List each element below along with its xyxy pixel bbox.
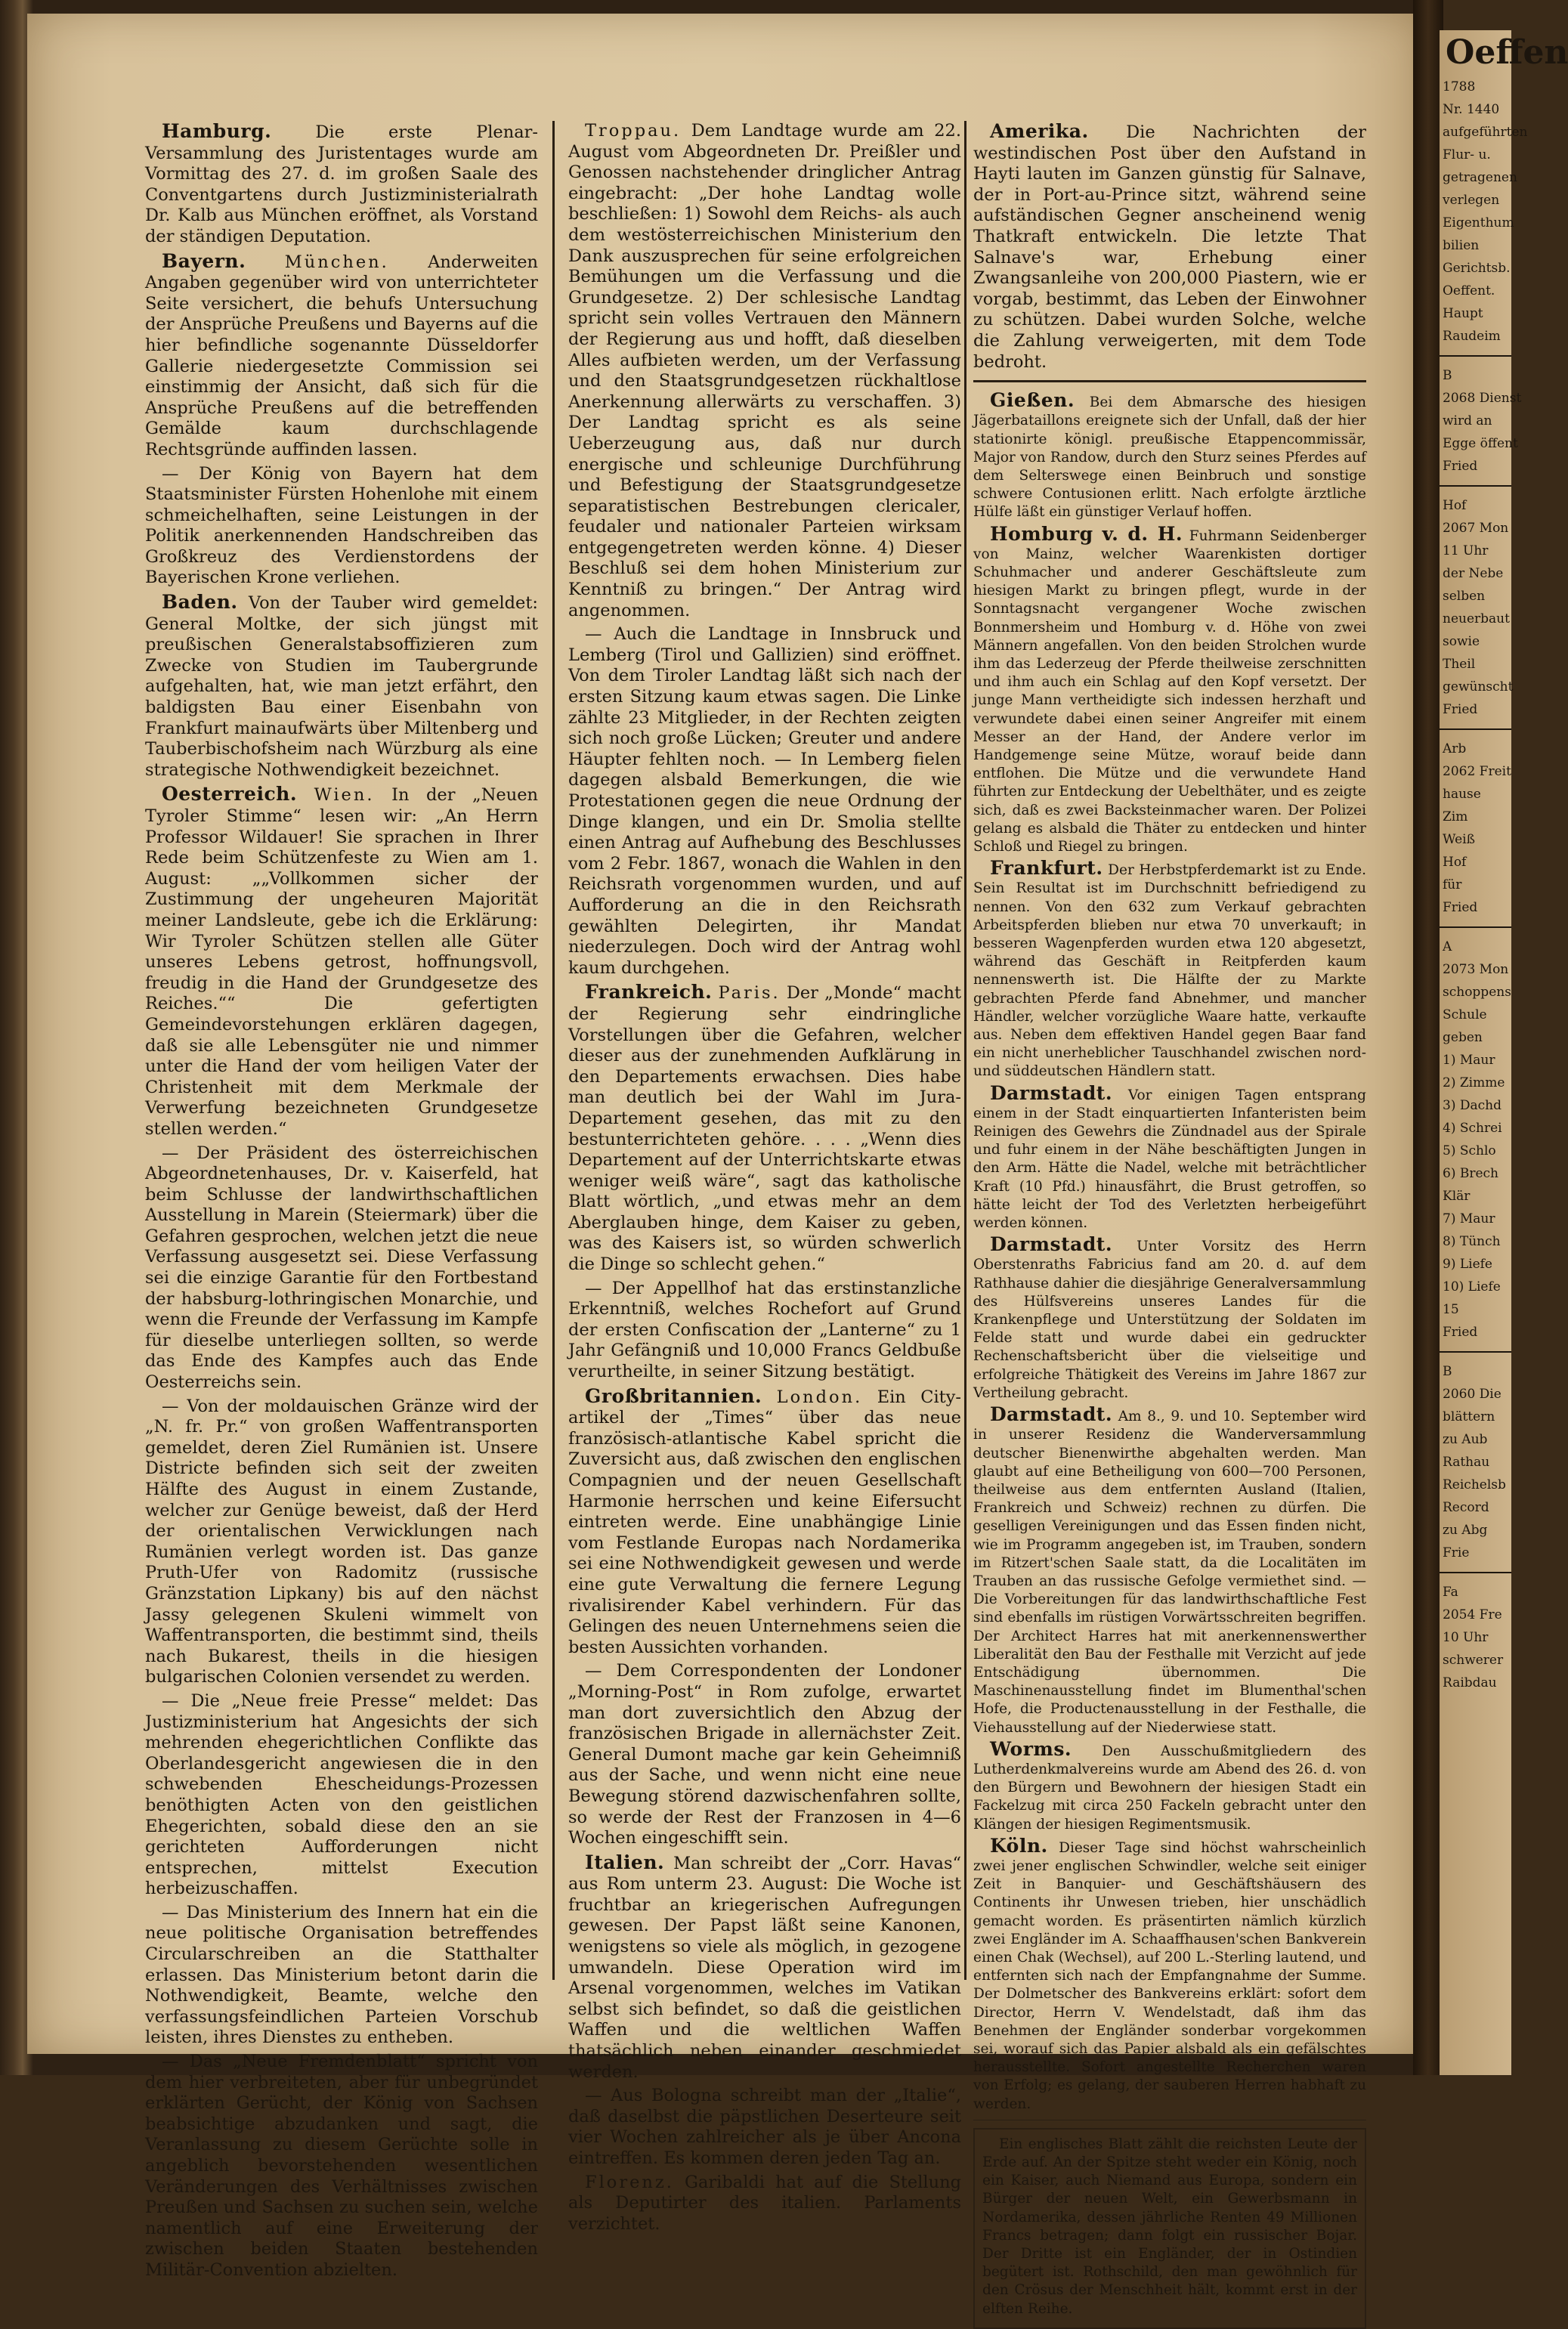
adjacent-divider bbox=[1440, 926, 1511, 928]
section-heading-homburg: Homburg v. d. H. bbox=[990, 522, 1183, 545]
adjacent-page-line: blättern bbox=[1443, 1409, 1495, 1424]
adjacent-divider bbox=[1440, 485, 1511, 487]
adjacent-page-block bbox=[1440, 1360, 1511, 1564]
section-divider bbox=[973, 380, 1366, 382]
article-bayern-2: — Der König von Bayern hat dem Staatsminister Fürsten Hohenlohe mit einem schmeichelhaften, seine Leistungen in der Politik anerkennenden Handschreiben das Großkreuz des Verdienstordens der Bayerischen Krone verliehen. bbox=[145, 463, 538, 588]
article-text: Fuhrmann Seidenberger von Mainz, welcher Waarenkisten dortiger Schuhmacher und anderer Geschäftsleute zum hiesigen Markt zu bringen pflegt, wurde in der Sonntagsnacht vergangener Woche zwischen Bonnmersheim und Homburg v. d. Höhe von zwei Männern angefallen. Von den beiden Strolchen wurde ihm das Lederzeug der Pferde theilweise zerschnitten und ihm auch ein Schlag auf den Kopf versetzt. Der junge Mann vertheidigte sich indessen herzhaft und verwundete dabei einen seiner Angreifer mit einem Messer an der Hand, der Andere verlor im Handgemenge seine Mütze, worauf beide dann entflohen. Die Mütze und die verwundete Hand führten zur Entdeckung der Uebelthäter, und es zeigte sich, daß es zwei Backsteinmacher waren. Der Polizei gelang es alsbald die Thäter zu entdecken und hinter Schloß und Riegel zu bringen. bbox=[973, 527, 1366, 855]
article-text: Dem Landtage wurde am 22. August vom Abgeordneten Dr. Preißler und Genossen nachstehender dringlicher Antrag eingebracht: „Der hohe Landtag wolle beschließen: 1) Sowohl dem Reichs- als auch dem westösterreichischen Ministerium den Dank auszusprechen für seine erfolgreichen Bemühungen um die Verfassung und die Grundgesetze. 2) Der schlesische Landtag spricht sein volles Vertrauen den Männern der Regierung aus und hofft, daß dieselben Alles aufbieten werden, um der Verfassung und den Staatsgrundgesetzen rückhaltlose Anerkennung allerwärts zu verschaffen. 3) Der Landtag spricht es als seine Ueberzeugung aus, daß nur durch energische und schleunige Durchführung und Befestigung der Staatsgrundgesetze separatistischen Bestrebungen clericaler, feudaler und nationaler Parteien wirksam entgegengetreten werden könne. 4) Dieser Beschluß sei dem hohen Ministerium zur Kenntniß zu bringen.“ Der Antrag wird angenommen. bbox=[568, 121, 961, 620]
dateline: Troppau. bbox=[585, 121, 682, 141]
adjacent-page-line: 2060 Die bbox=[1443, 1387, 1502, 1402]
adjacent-page-line: Schule bbox=[1443, 1007, 1487, 1022]
article-text: Garibaldi hat auf die Stellung als Deputirter des italien. Parlaments verzichtet. bbox=[568, 2172, 961, 2234]
adjacent-divider bbox=[1440, 728, 1511, 730]
article-worms bbox=[973, 1737, 1366, 1834]
adjacent-page-line: schwerer bbox=[1443, 1653, 1504, 1668]
adjacent-page-line: A bbox=[1443, 939, 1452, 954]
section-heading-grossbritannien: Großbritannien. bbox=[585, 1384, 762, 1407]
miscellany-box bbox=[973, 2128, 1366, 2329]
adjacent-page-line: 2073 Mon bbox=[1443, 962, 1509, 977]
adjacent-page-line: Raibdau bbox=[1443, 1675, 1497, 1690]
article-darmstadt-2 bbox=[973, 1233, 1366, 1403]
article-darmstadt-3 bbox=[973, 1403, 1366, 1737]
adjacent-page-line: B bbox=[1443, 1364, 1452, 1379]
adjacent-page-line: 8) Tünch bbox=[1443, 1234, 1501, 1249]
section-heading-frankreich: Frankreich. bbox=[585, 981, 713, 1004]
article-text: Der Herbstpferdemarkt ist zu Ende. Sein Resultat ist im Durchschnitt befriedigend zu nennen. Von den 632 zum Verkauf gebrachten Arbeitspferden blieben nur etwa 70 unverkauft; in besseren Wagenpferden wurden etwa 120 abgesetzt, während das Geschäft in Reitpferden kaum nennenswerth ist. Die Hälfte der zu Markte gebrachten Pferde fand Abnehmer, und mancher Händler, welcher vorzügliche Waare hatte, verkaufte aus. Neben dem effektiven Handel gegen Baar fand ein nicht unerheblicher Tauschhandel zwischen nord- und süddeutschen Händlern statt. bbox=[973, 862, 1366, 1080]
article-text: Man schreibt der „Corr. Havas“ aus Rom unterm 23. August: Die Woche ist fruchtbar an kriegerischen Aufregungen gewesen. Der Papst läßt seine Kanonen, wenigstens so viele als möglich, in gezogene umwandeln. Diese Operation wird im Arsenal vorgenommen, welches im Vatikan selbst sich befindet, so daß die geistlichen Waffen und die weltlichen Waffen thatsächlich neben einander geschmiedet werden. bbox=[568, 1853, 962, 2082]
article-frankfurt bbox=[973, 859, 1366, 1081]
adjacent-page-line: bilien bbox=[1443, 238, 1480, 253]
adjacent-page-line: Raudeim bbox=[1443, 329, 1501, 344]
adjacent-page-line: Eigenthum bbox=[1443, 215, 1514, 230]
adjacent-page-line: aufgeführten bbox=[1443, 125, 1528, 140]
article-miscellany: Ein englisches Blatt zählt die reichsten Leute der Erde auf. An der Spitze steht weder ein König, noch ein Kaiser, auch Niemand aus Europa, sondern ein Bürger der neuen Welt, ein Gewerbsmann in Nordamerika, dessen jährliche Renten 49 Millionen Francs betragen; dann folgt ein russischer Bojar. Der Dritte ist ein Engländer, der in Ostindien begütert ist. Rothschild, den man gewöhnlich für den Crösus der Menschheit hält, kommt erst in der elften Reihe. bbox=[982, 2136, 1357, 2317]
adjacent-page-line: 15 bbox=[1443, 1302, 1459, 1317]
article-italien-2: — Aus Bologna schreibt man der „Italie“, daß daselbst die päpstlichen Deserteure seit vier Wochen zahlreicher als je über Ancona eintreffen. Es kommen deren jeden Tag an. bbox=[568, 2086, 961, 2168]
article-grossbritannien bbox=[568, 1386, 961, 1659]
adjacent-page-line: 11 Uhr bbox=[1443, 543, 1489, 558]
section-heading-oesterreich: Oesterreich. bbox=[162, 783, 298, 806]
article-text: Am 8., 9. und 10. September wird in unserer Residenz die Wanderversammlung deutscher Bienenwirthe abgehalten werden. Man glaubt auf eine Betheiligung von 600—700 Personen, theilweise aus dem entfernten Ausland (Italien, Frankreich und Schweiz) rechnen zu dürfen. Die geselligen Vereinigungen und das Essen finden nicht, wie im Programm angegeben ist, im Trauben, sondern im Ritzert'schen Saale statt, da die Localitäten im Trauben an das russische Gefolge vermiethet sind. — Die Vorbereitungen für das landwirthschaftliche Fest sind ebenfalls im rüstigen Vorwärtsschreiten begriffen. Der Architect Harres hat mit anerkennenswerther Liberalität den Bau der Festhalle mit Verzicht auf jede Entschädigung übernommen. Die Maschinenausstellung findet im Blumenthal'schen Hofe, die Productenausstellung in der Festhalle, die Viehausstellung auf der Niederwiese statt. bbox=[973, 1409, 1366, 1736]
adjacent-page-line: Weiß bbox=[1443, 832, 1475, 847]
adjacent-page-line: neuerbaut bbox=[1443, 611, 1510, 626]
article-darmstadt-1 bbox=[973, 1081, 1366, 1233]
adjacent-page-block bbox=[1440, 364, 1522, 478]
article-text: Anderweiten Angaben gegenüber wird von unterrichteter Seite versichert, die behufs Untersuchung der Ansprüche Preußens und Bayerns auf die hier befindliche sogenannte Düsseldorfer Gallerie niedergesetzte Commission sei einstimmig der Ansicht, daß sich für die Ansprüche Preußens auf die betreffenden Gemälde kaum durchschlagende Rechtsgründe auffinden lassen. bbox=[145, 252, 539, 459]
adjacent-page-line: Fried bbox=[1443, 900, 1478, 915]
dateline: Wien. bbox=[314, 785, 375, 806]
article-frankreich-2: — Der Appellhof hat das erstinstanzliche Erkenntniß, welches Rochefort auf Grund der ersten Confiscation der „Lanterne“ zu 1 Jahr Gefängniß und 10,000 Francs Geldbuße verurtheilte, in seiner Sitzung bestätigt. bbox=[568, 1278, 961, 1382]
section-heading-darmstadt: Darmstadt. bbox=[990, 1233, 1113, 1256]
adjacent-page-line: 5) Schlo bbox=[1443, 1143, 1496, 1158]
adjacent-page-line: sowie bbox=[1443, 634, 1480, 649]
adjacent-page-line: Fa bbox=[1443, 1585, 1458, 1600]
adjacent-page-line: Record bbox=[1443, 1500, 1489, 1515]
adjacent-page-line: geben bbox=[1443, 1030, 1483, 1045]
column-2 bbox=[568, 121, 961, 2238]
adjacent-page-line: für bbox=[1443, 877, 1462, 892]
article-troppau bbox=[568, 121, 961, 621]
adjacent-page-fragment bbox=[1440, 30, 1568, 2075]
adjacent-page-block bbox=[1440, 76, 1528, 348]
article-italien bbox=[568, 1852, 961, 2083]
article-text: Dieser Tage sind höchst wahrscheinlich zwei jener englischen Schwindler, welche seit einiger Zeit in Banquier- und Geschäftshäusern des Continents ihr Unwesen trieben, hier unschädlich gemacht worden. Es präsentirten nämlich kürzlich zwei Engländer im A. Schaaffhausen'schen Bankverein einen Chak (Wechsel), auf 200 L.-Sterling lautend, und entfernten sich nach der Empfangnahme der Summe. Der Dolmetscher des Bankvereins erklärt: sofort dem Director, Herrn V. Wendelstadt, daß ihm das Benehmen der Engländer sonderbar vorgekommen sei, worauf sich das Papier alsbald als ein gefälschtes herausstellte. Sofort angestellte Recherchen waren von Erfolg; es gelang, der sauberen Herren habhaft zu werden. bbox=[973, 1839, 1366, 2112]
article-text: Bei dem Abmarsche des hiesigen Jägerbataillons ereignete sich der Unfall, daß der hier stationirte königl. preußische Etappencommissär, Major von Randow, durch den Sturz seines Pferdes auf dem Selterswege einen Beinbruch und sonstige schwere Contusionen erlitt. Nach erfolgte ärztliche Hülfe läßt ein günstiger Verlauf hoffen. bbox=[973, 394, 1366, 521]
adjacent-page-line: gewünscht bbox=[1443, 679, 1514, 694]
column-1 bbox=[145, 121, 538, 2284]
adjacent-page-line: 4) Schrei bbox=[1443, 1121, 1502, 1136]
adjacent-page-block bbox=[1440, 1581, 1511, 1694]
adjacent-divider bbox=[1440, 1572, 1511, 1573]
article-text: Die Nachrichten der westindischen Post über den Aufstand in Hayti lauten im Ganzen günstig für Salnave, der in Port-au-Prince sitzt, während seine aufständischen Gegner anscheinend wenig Thatkraft entwickeln. Die letzte That Salnave's war, Erhebung einer Zwangsanleihe von 200,000 Piastern, wie er vorgab, bestimmt, das Leben der Einwohner zu schützen. Dabei wurden Solche, welche die Zahlung verweigerten, mit dem Tode bedroht. bbox=[973, 122, 1367, 372]
adjacent-divider bbox=[1440, 1351, 1511, 1353]
article-text: Der „Monde“ macht der Regierung sehr eindringliche Vorstellungen über die Gefahren, welcher dieser aus der zunehmenden Aufklärung in den Departements erwachsen. Dies habe man deutlich bei der Wahl im Jura-Departement gesehen, das mit zu den bestunterrichteten gehöre. . . . „Wenn dies Departement auf der Unterrichtskarte etwas weniger weiß wäre“, sagt das katholische Blatt wörtlich, „und etwas mehr an dem Aberglauben hinge, dem Kaiser zu geben, was des Kaisers ist, so würden schwerlich die Dinge so schlecht gehen.“ bbox=[568, 983, 961, 1275]
article-oesterreich bbox=[145, 784, 538, 1140]
adjacent-page-line: Egge öffent bbox=[1443, 436, 1518, 451]
article-text: In der „Neuen Tyroler Stimme“ lesen wir: „An Herrn Professor Wildauer! Sie sprachen in Ihrer Rede beim Schützenfeste zu Wien am 1. August: „„Vollkommen sicher der Zustimmung der ungeheuren Majorität meiner Landsleute, gebe ich die Erklärung: Wir Tyroler Schützen stellen alle Güter unseres Lebens getrost, hoffnungsvoll, freudig in die Hand der Grundgesetze des Reiches.““ Die gefertigten Gemeindevorstehungen erklären dagegen, daß sie alle Lebensgüter nie und nimmer unter die Hand der vom heiligen Vater der Christenheit mit dem Merkmale der Verwerfung bezeichneten Grundgesetze stellen werden.“ bbox=[145, 785, 538, 1139]
adjacent-page-line: 2) Zimme bbox=[1443, 1075, 1505, 1090]
adjacent-page-line: hause bbox=[1443, 787, 1481, 802]
article-giessen bbox=[973, 391, 1366, 521]
adjacent-page-line: Arb bbox=[1443, 741, 1467, 756]
adjacent-page-block bbox=[1440, 936, 1511, 1344]
dateline: London. bbox=[776, 1387, 863, 1407]
adjacent-divider bbox=[1440, 355, 1511, 357]
adjacent-page-line: Fried bbox=[1443, 459, 1478, 474]
adjacent-page-line: Flur- u. bbox=[1443, 147, 1491, 162]
adjacent-page-line: Hof bbox=[1443, 498, 1467, 513]
section-heading-darmstadt: Darmstadt. bbox=[990, 1403, 1113, 1426]
adjacent-page-line: 7) Maur bbox=[1443, 1211, 1495, 1226]
article-florenz bbox=[568, 2173, 961, 2235]
article-homburg bbox=[973, 522, 1366, 857]
section-heading-frankfurt: Frankfurt. bbox=[990, 857, 1103, 880]
article-hamburg bbox=[145, 121, 538, 248]
adjacent-page-line: 1) Maur bbox=[1443, 1053, 1495, 1068]
adjacent-page-line: zu Abg bbox=[1443, 1523, 1488, 1538]
column-3 bbox=[973, 121, 1366, 2329]
adjacent-page-line: 9) Liefe bbox=[1443, 1257, 1492, 1272]
adjacent-page-line: 2068 Dienst bbox=[1443, 391, 1522, 406]
adjacent-page-line: 10 Uhr bbox=[1443, 1630, 1489, 1645]
adjacent-page-line: 10) Liefe bbox=[1443, 1279, 1501, 1294]
adjacent-page-line: Hof bbox=[1443, 855, 1467, 870]
article-text: Vor einigen Tagen entsprang einem in der Stadt einquartierten Infanteristen beim Reinigen des Gewehrs die Zündnadel aus der Spirale und fuhr einem in der Nähe beschäftigten Jungen in den Arm. Hätte die Nadel, welche mit beträchtlicher Kraft (10 Pfd.) hinausfährt, die Brust getroffen, so hätte leicht der Tod des Verletzten herbeigeführt werden können. bbox=[973, 1087, 1366, 1232]
adjacent-page-line: Fried bbox=[1443, 1325, 1478, 1340]
article-frankreich bbox=[568, 982, 961, 1275]
adjacent-page-line: der Nebe bbox=[1443, 566, 1504, 581]
column-rule-2 bbox=[964, 121, 966, 1980]
adjacent-page-line: zu Aub bbox=[1443, 1432, 1488, 1447]
article-amerika bbox=[973, 121, 1366, 373]
article-text: Von der Tauber wird gemeldet: General Moltke, der sich jüngst mit preußischen Generalstabsoffizieren zum Zwecke von Studien im Taubergrunde aufgehalten, hat, wie man jetzt erfährt, den baldigsten Bau einer Eisenbahn von Frankfurt mainaufwärts über Miltenberg und Tauberbischofsheim nach Würzburg als eine strategische Nothwendigkeit bezeichnet. bbox=[145, 593, 538, 780]
adjacent-page-line: selben bbox=[1443, 589, 1486, 604]
adjacent-page-line: Zim bbox=[1443, 809, 1468, 824]
adjacent-page-block bbox=[1440, 494, 1514, 721]
article-koeln bbox=[973, 1834, 1366, 2114]
adjacent-page-line: Reichelsb bbox=[1443, 1477, 1506, 1492]
article-text: Unter Vorsitz des Herrn Oberstenraths Fabricius fand am 20. d. auf dem Rathhause dahier die diesjährige Generalversammlung des Hülfsvereins unseres Landes für die Krankenpflege und Unterstützung der Soldaten im Felde statt und wurde dabei ein gedruckter Rechenschaftsbericht über die vielseitige und erfolgreiche Thätigkeit des Vereins im Jahre 1867 zur Vertheilung gebracht. bbox=[973, 1239, 1366, 1401]
article-bayern bbox=[145, 251, 538, 461]
adjacent-page-line: 6) Brech bbox=[1443, 1166, 1499, 1181]
adjacent-page-line: 3) Dachd bbox=[1443, 1098, 1502, 1113]
adjacent-page-line: Rathau bbox=[1443, 1455, 1490, 1470]
dateline: Florenz. bbox=[585, 2172, 674, 2192]
column-rule-1 bbox=[552, 121, 555, 1980]
article-baden bbox=[145, 592, 538, 781]
adjacent-page-line: schoppens bbox=[1443, 985, 1511, 1000]
local-news-section bbox=[973, 391, 1366, 2329]
article-oesterreich-6: — Das „Neue Fremdenblatt“ spricht von dem hier verbreiteten, aber für unbegründet erklärten Gerücht, der König von Sachsen beabsichtige abzudanken und sagt, die Veranlassung zu diesem Gerüchte solle in angeblich bevorstehenden wesentlichen Veränderungen des Verhältnisses zwischen Preußen und Sachsen zu suchen sein, welche namentlich auf eine Erweiterung der zwischen beiden Staaten bestehenden Militär-Convention abzielten. bbox=[145, 2052, 538, 2280]
article-grossbritannien-2: — Dem Correspondenten der Londoner „Morning-Post“ in Rom zufolge, erwartet man dort zuversichtlich den Abzug der französischen Brigade in allernächster Zeit. General Dumont mache gar kein Geheimniß aus der Sache, und wenn nicht eine neue Bewegung störend dazwischenfahren sollte, so werde der Rest der Franzosen in 4—6 Wochen eingeschifft sein. bbox=[568, 1661, 961, 1848]
article-oesterreich-4: — Die „Neue freie Presse“ meldet: Das Justizministerium hat Angesichts der sich mehrenden ehegerichtlichen Conflikte das Oberlandesgericht angewiesen die in den schwebenden Ehescheidungs-Prozessen benöthigten Acten von den geistlichen Ehegerichten, sobald diese den an sie gerichteten Aufforderungen nicht entsprechen, mittelst Execution herbeizuschaffen. bbox=[145, 1690, 538, 1899]
adjacent-page-block bbox=[1440, 738, 1511, 919]
article-troppau-2: — Auch die Landtage in Innsbruck und Lemberg (Tirol und Gallizien) sind eröffnet. Von dem Tiroler Landtag läßt sich nach der ersten Sitzung kaum etwas sagen. Die Linke zählte 23 Mitglieder, in der Rechten zeigten sich noch große Lücken; Greuter und andere Häupter fehlten noch. — In Lemberg fielen dagegen alsbald Bemerkungen, die wie Protestationen gegen die neue Ordnung der Dinge klangen, und ein Dr. Smolia stellte einen Antrag auf Aufhebung des Beschlusses vom 2 Febr. 1867, wonach die Wahlen in den Reichsrath vorgenommen wurden, und auf Aufforderung an die in den Reichsrath gewählten Delegirten, ihr Mandat niederzulegen. Doch wird der Antrag wohl kaum durchgehen. bbox=[568, 624, 961, 978]
article-text: Die erste Plenar-Versammlung des Juristentages wurde am Vormittag des 27. d. im großen Saale des Conventgartens durch Justizministerialrath Dr. Kalb aus München eröffnet, als Vorstand der ständigen Deputation. bbox=[145, 122, 538, 246]
adjacent-page-line: 2062 Freit bbox=[1443, 764, 1511, 779]
section-heading-koeln: Köln. bbox=[990, 1834, 1048, 1857]
adjacent-page-line: verlegen bbox=[1443, 193, 1500, 208]
adjacent-page-line: Theil bbox=[1443, 657, 1476, 672]
adjacent-page-line: 1788 bbox=[1443, 79, 1476, 94]
section-heading-bayern: Bayern. bbox=[162, 249, 246, 272]
adjacent-page-line: Gerichtsb. bbox=[1443, 261, 1511, 276]
dateline: München. bbox=[284, 252, 389, 272]
adjacent-page-line: Frie bbox=[1443, 1545, 1470, 1560]
article-oesterreich-3: — Von der moldauischen Gränze wird der „N. fr. Pr.“ von großen Waffentransporten gemeldet, deren Ziel Rumänien ist. Unsere Districte befinden sich seit der zweiten Hälfte des August in einem Zustande, welcher zur Genüge beweist, daß der Herd der orientalischen Verwicklungen nach Rumänien verlegt worden ist. Das ganze Pruth-Ufer von Radomitz (russische Gränzstation Lipkany) bis auf den nächst Jassy gelegenen Skuleni wimmelt von Waffentransporten, die bestimmt sind, theils nach Bukarest, theils in die hiesigen bulgarischen Colonien versendet zu werden. bbox=[145, 1396, 538, 1687]
adjacent-page-line: Fried bbox=[1443, 702, 1478, 717]
dateline: Paris. bbox=[718, 983, 781, 1004]
adjacent-page-line: Haupt bbox=[1443, 306, 1483, 321]
section-heading-baden: Baden. bbox=[162, 591, 238, 614]
adjacent-page-line: 2054 Fre bbox=[1443, 1607, 1502, 1622]
section-heading-italien: Italien. bbox=[585, 1851, 665, 1873]
section-heading-hamburg: Hamburg. bbox=[162, 120, 272, 142]
adjacent-page-header: Oeffen bbox=[1446, 33, 1568, 72]
section-heading-amerika: Amerika. bbox=[990, 120, 1089, 142]
article-oesterreich-5: — Das Ministerium des Innern hat ein die neue politische Organisation betreffendes Circularschreiben an die Statthalter erlassen. Das Ministerium betont darin die Nothwendigkeit, Beamte, welche den verfassungsfeindlichen Parteien Vorschub leisten, ihres Dienstes zu entheben. bbox=[145, 1902, 538, 2048]
binding-gutter bbox=[1413, 0, 1443, 2075]
adjacent-page-line: wird an bbox=[1443, 413, 1492, 428]
article-oesterreich-2: — Der Präsident des österreichischen Abgeordnetenhauses, Dr. v. Kaiserfeld, hat beim Schlusse der landwirthschaftlichen Ausstellung in Marein (Steiermark) über die Gefahren gesprochen, welchen jetzt die neue Verfassung ausgesetzt sei. Diese Verfassung sei die einzige Garantie für den Fortbestand der habsburg-lothringischen Monarchie, und wenn die Freunde der Verfassung im Kampfe für dieselbe unterliegen sollten, so werde das Ende des Kampfes auch das Ende Oesterreichs sein. bbox=[145, 1143, 538, 1393]
adjacent-page-line: getragenen bbox=[1443, 170, 1517, 185]
section-heading-giessen: Gießen. bbox=[990, 389, 1075, 412]
adjacent-page-line: Oeffent. bbox=[1443, 283, 1495, 298]
article-text: Ein City-artikel der „Times“ über das neue französisch-atlantische Kabel spricht die Zuversicht aus, daß zwischen den englischen Compagnien und der neuen Gesellschaft Harmonie herrschen und keine Eifersucht eintreten werde. Eine unabhängige Linie vom Festlande Europas nach Nordamerika sei eine Nothwendigkeit gewesen und werde eine gute Verwaltung die fernere Legung rivalisirender Kabel verhindern. Für das Gelingen des neuen Unternehmens seien die besten Aussichten vorhanden. bbox=[568, 1387, 961, 1657]
section-heading-darmstadt: Darmstadt. bbox=[990, 1081, 1113, 1104]
section-heading-worms: Worms. bbox=[990, 1737, 1072, 1760]
adjacent-page-line: B bbox=[1443, 368, 1452, 383]
article-text: Den Ausschußmitgliedern des Lutherdenkmalvereins wurde am Abend des 26. d. von den Bürgern und Bewohnern der hiesigen Stadt ein Fackelzug mit circa 250 Fackeln gebracht unter den Klängen der hiesigen Regimentsmusik. bbox=[973, 1743, 1366, 1833]
adjacent-page-line: Nr. 1440 bbox=[1443, 102, 1500, 117]
adjacent-page-line: Klär bbox=[1443, 1189, 1471, 1204]
adjacent-page-line: 2067 Mon bbox=[1443, 521, 1509, 536]
